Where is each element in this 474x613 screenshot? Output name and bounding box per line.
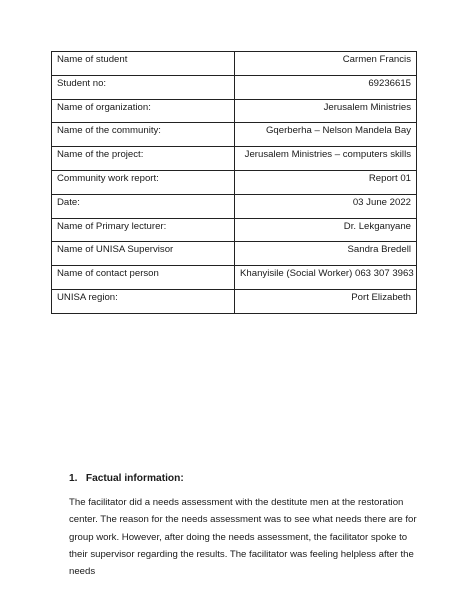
row-value: Jerusalem Ministries xyxy=(235,99,417,123)
table-row xyxy=(52,266,417,290)
row-value: Dr. Lekganyane xyxy=(235,218,417,242)
section-title: Factual information: xyxy=(85,473,184,484)
table-row xyxy=(52,99,417,123)
row-label: UNISA region: xyxy=(52,289,235,313)
table-row xyxy=(52,194,417,218)
row-value: 03 June 2022 xyxy=(235,194,417,218)
table-row xyxy=(52,75,417,99)
table-row xyxy=(52,147,417,171)
row-label: Community work report: xyxy=(52,170,235,194)
row-value: Gqerberha – Nelson Mandela Bay xyxy=(235,123,417,147)
table-row xyxy=(52,52,417,76)
row-value: Carmen Francis xyxy=(235,52,417,76)
table-row xyxy=(52,170,417,194)
table-row xyxy=(52,242,417,266)
row-value: Port Elizabeth xyxy=(235,289,417,313)
row-label: Name of the community: xyxy=(52,123,235,147)
table-row xyxy=(52,289,417,313)
row-label: Date: xyxy=(52,194,235,218)
row-value: 69236615 xyxy=(235,75,417,99)
student-info-table xyxy=(51,51,417,314)
row-value: Jerusalem Ministries – computers skills xyxy=(235,147,417,171)
row-label: Name of organization: xyxy=(52,99,235,123)
table-row xyxy=(52,123,417,147)
section-number: 1. xyxy=(69,473,78,484)
row-label: Name of UNISA Supervisor xyxy=(52,242,235,266)
row-value: Khanyisile (Social Worker) 063 307 3963 xyxy=(235,266,417,290)
row-label: Name of contact person xyxy=(52,266,235,290)
section-paragraph: The facilitator did a needs assessment with the destitute men at the restoration center. The reason for the needs assessment was to see what needs there are for group work. However, after doing the needs assessment, the facilitator spoke to their supervisor regarding the results. The facilitator was feeling helpless after the needs xyxy=(69,497,417,578)
row-value: Sandra Bredell xyxy=(235,242,417,266)
row-label: Student no: xyxy=(52,75,235,99)
row-value: Report 01 xyxy=(235,170,417,194)
row-label: Name of Primary lecturer: xyxy=(52,218,235,242)
table-row xyxy=(52,218,417,242)
section-heading xyxy=(69,473,184,484)
row-label: Name of student xyxy=(52,52,235,76)
row-label: Name of the project: xyxy=(52,147,235,171)
